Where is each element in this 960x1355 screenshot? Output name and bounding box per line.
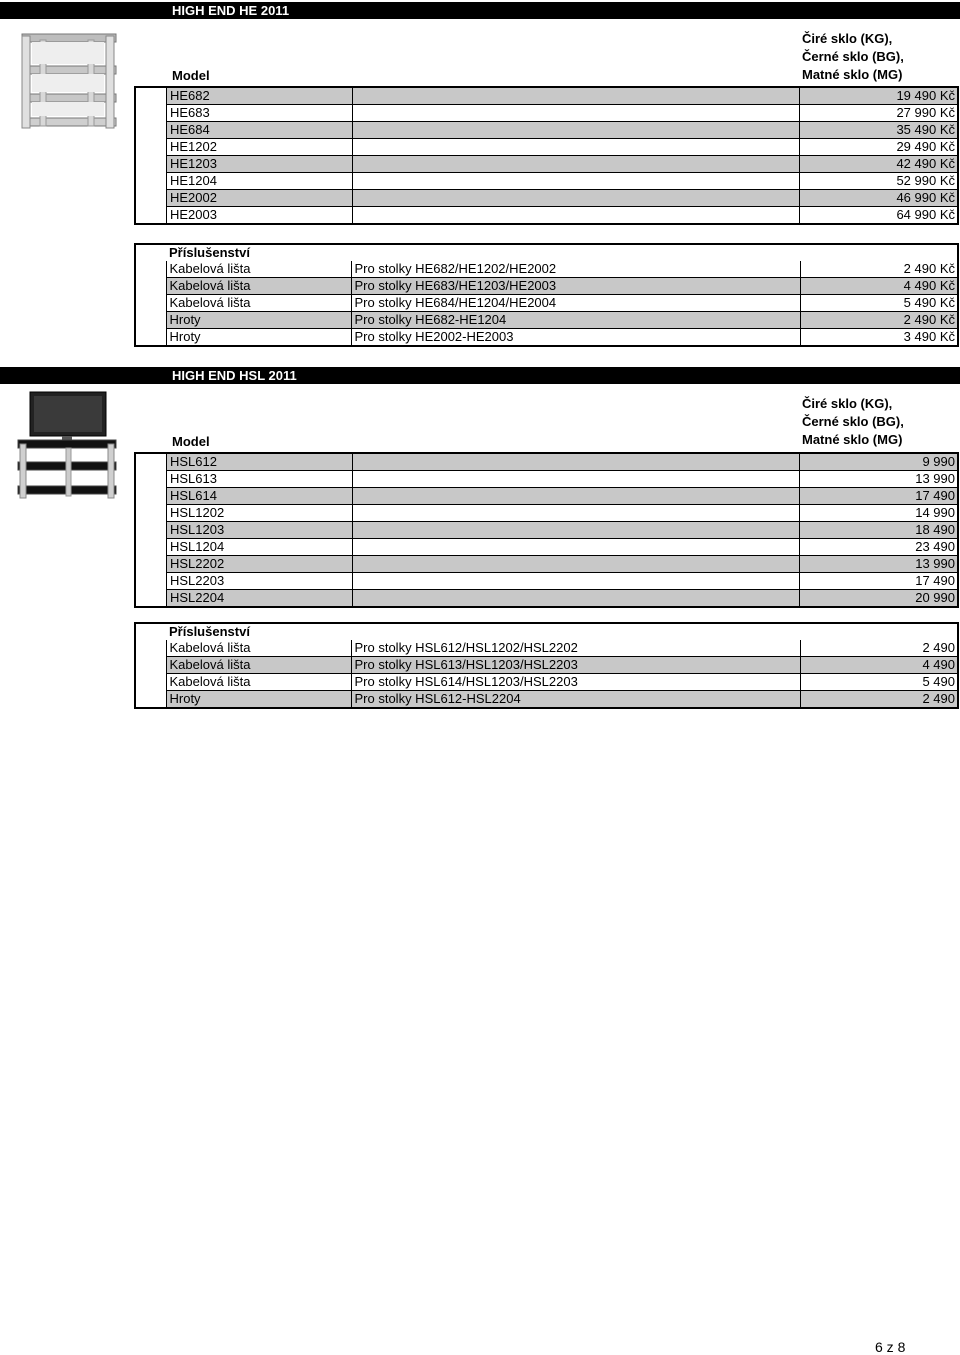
spacer-cell [135, 657, 166, 674]
model-name: HSL1203 [167, 522, 353, 539]
accessory-row [135, 329, 958, 347]
spacer-cell [135, 139, 167, 156]
blank-cell [353, 573, 800, 590]
model-header-he: Model [172, 68, 210, 83]
accessory-description: Pro stolky HE684/HE1204/HE2004 [351, 295, 800, 312]
spacer-cell [135, 522, 167, 539]
model-price: 13 990 [800, 471, 959, 488]
accessory-description: Pro stolky HSL614/HSL1203/HSL2203 [351, 674, 800, 691]
he-model-table [134, 86, 959, 225]
model-price: 20 990 [800, 590, 959, 608]
accessory-price: 2 490 [800, 691, 958, 709]
blank-cell [353, 173, 800, 190]
section-title-hsl: HIGH END HSL 2011 [0, 367, 960, 384]
spacer-cell [135, 261, 166, 278]
blank-cell [353, 156, 800, 173]
model-price: 29 490 Kč [800, 139, 959, 156]
spacer-cell [135, 691, 166, 709]
model-row [135, 207, 958, 225]
model-row [135, 173, 958, 190]
accessory-description: Pro stolky HE683/HE1203/HE2003 [351, 278, 800, 295]
accessory-title: Příslušenství [166, 623, 351, 640]
model-name: HE1203 [167, 156, 353, 173]
model-row [135, 139, 958, 156]
blank-cell [353, 207, 800, 225]
accessory-description: Pro stolky HSL612-HSL2204 [351, 691, 800, 709]
accessory-row [135, 261, 958, 278]
accessory-row [135, 674, 958, 691]
spacer-cell [135, 87, 167, 105]
spacer-cell [135, 471, 167, 488]
model-name: HSL2203 [167, 573, 353, 590]
model-name: HSL1202 [167, 505, 353, 522]
spacer-cell [135, 122, 167, 139]
model-row [135, 122, 958, 139]
spacer-cell [135, 312, 166, 329]
model-price: 23 490 [800, 539, 959, 556]
model-row [135, 556, 958, 573]
model-price: 27 990 Kč [800, 105, 959, 122]
blank-cell [353, 139, 800, 156]
blank-cell [353, 505, 800, 522]
accessory-row [135, 640, 958, 657]
he-accessory-table [134, 243, 959, 347]
spacer-cell [135, 278, 166, 295]
accessory-price: 5 490 Kč [800, 295, 958, 312]
model-name: HSL2204 [167, 590, 353, 608]
accessory-row [135, 657, 958, 674]
model-row [135, 453, 958, 471]
model-row [135, 522, 958, 539]
model-name: HSL1204 [167, 539, 353, 556]
hsl-stand-image [16, 388, 120, 504]
accessory-title: Příslušenství [166, 244, 351, 261]
accessory-name: Kabelová lišta [166, 278, 351, 295]
accessory-name: Kabelová lišta [166, 295, 351, 312]
model-row [135, 105, 958, 122]
accessory-description: Pro stolky HE2002-HE2003 [351, 329, 800, 347]
accessory-price: 2 490 [800, 640, 958, 657]
spacer-cell [135, 105, 167, 122]
model-price: 64 990 Kč [800, 207, 959, 225]
accessory-header-row [135, 623, 958, 640]
accessory-name: Kabelová lišta [166, 640, 351, 657]
blank-cell [353, 471, 800, 488]
page-number: 6 z 8 [875, 1339, 906, 1355]
accessory-price: 2 490 Kč [800, 312, 958, 329]
model-name: HSL613 [167, 471, 353, 488]
accessory-name: Hroty [166, 312, 351, 329]
model-name: HE683 [167, 105, 353, 122]
model-row [135, 573, 958, 590]
model-name: HE684 [167, 122, 353, 139]
model-header-hsl: Model [172, 434, 210, 449]
accessory-description: Pro stolky HE682-HE1204 [351, 312, 800, 329]
spacer-cell [135, 640, 166, 657]
spacer-cell [135, 590, 167, 608]
spacer-cell [135, 623, 166, 640]
model-price: 9 990 [800, 453, 959, 471]
blank-cell [353, 190, 800, 207]
accessory-name: Kabelová lišta [166, 657, 351, 674]
spacer-cell [135, 295, 166, 312]
spacer-cell [135, 573, 167, 590]
spacer-cell [135, 329, 166, 347]
model-price: 13 990 [800, 556, 959, 573]
model-name: HSL614 [167, 488, 353, 505]
accessory-name: Kabelová lišta [166, 261, 351, 278]
accessory-name: Hroty [166, 329, 351, 347]
model-price: 18 490 [800, 522, 959, 539]
accessory-description: Pro stolky HE682/HE1202/HE2002 [351, 261, 800, 278]
blank-cell [353, 522, 800, 539]
accessory-row [135, 312, 958, 329]
model-row [135, 539, 958, 556]
model-name: HE1202 [167, 139, 353, 156]
spacer-cell [135, 190, 167, 207]
blank-cell [353, 105, 800, 122]
model-row [135, 87, 958, 105]
model-row [135, 590, 958, 608]
model-price: 46 990 Kč [800, 190, 959, 207]
accessory-description: Pro stolky HSL613/HSL1203/HSL2203 [351, 657, 800, 674]
model-price: 35 490 Kč [800, 122, 959, 139]
model-price: 19 490 Kč [800, 87, 959, 105]
blank-cell [353, 556, 800, 573]
blank-cell [353, 453, 800, 471]
price-header-he: Čiré sklo (KG), Černé sklo (BG), Matné sklo (MG) [802, 31, 904, 82]
spacer-cell [135, 505, 167, 522]
model-row [135, 471, 958, 488]
accessory-price: 5 490 [800, 674, 958, 691]
model-price: 17 490 [800, 488, 959, 505]
spacer-cell [135, 244, 166, 261]
blank-cell [353, 488, 800, 505]
blank-cell [353, 87, 800, 105]
blank-cell [800, 623, 958, 640]
model-price: 17 490 [800, 573, 959, 590]
accessory-name: Hroty [166, 691, 351, 709]
spacer-cell [135, 207, 167, 225]
accessory-price: 3 490 Kč [800, 329, 958, 347]
accessory-row [135, 691, 958, 709]
spacer-cell [135, 674, 166, 691]
accessory-price: 4 490 Kč [800, 278, 958, 295]
section-title-he: HIGH END HE 2011 [0, 2, 960, 19]
accessory-row [135, 295, 958, 312]
model-row [135, 190, 958, 207]
model-name: HSL2202 [167, 556, 353, 573]
spacer-cell [135, 156, 167, 173]
accessory-description: Pro stolky HSL612/HSL1202/HSL2202 [351, 640, 800, 657]
model-name: HSL612 [167, 453, 353, 471]
hsl-model-table [134, 452, 959, 608]
model-row [135, 488, 958, 505]
spacer-cell [135, 539, 167, 556]
accessory-price: 4 490 [800, 657, 958, 674]
model-row [135, 156, 958, 173]
model-row [135, 505, 958, 522]
blank-cell [351, 623, 800, 640]
model-name: HE1204 [167, 173, 353, 190]
blank-cell [353, 590, 800, 608]
model-name: HE2002 [167, 190, 353, 207]
blank-cell [353, 539, 800, 556]
accessory-row [135, 278, 958, 295]
model-name: HE2003 [167, 207, 353, 225]
price-header-hsl: Čiré sklo (KG), Černé sklo (BG), Matné sklo (MG) [802, 396, 904, 447]
spacer-cell [135, 556, 167, 573]
hsl-accessory-table [134, 622, 959, 709]
model-name: HE682 [167, 87, 353, 105]
spacer-cell [135, 173, 167, 190]
blank-cell [353, 122, 800, 139]
accessory-name: Kabelová lišta [166, 674, 351, 691]
model-price: 52 990 Kč [800, 173, 959, 190]
he-stand-image [16, 30, 120, 134]
spacer-cell [135, 453, 167, 471]
blank-cell [351, 244, 800, 261]
accessory-header-row [135, 244, 958, 261]
accessory-price: 2 490 Kč [800, 261, 958, 278]
spacer-cell [135, 488, 167, 505]
model-price: 42 490 Kč [800, 156, 959, 173]
model-price: 14 990 [800, 505, 959, 522]
blank-cell [800, 244, 958, 261]
